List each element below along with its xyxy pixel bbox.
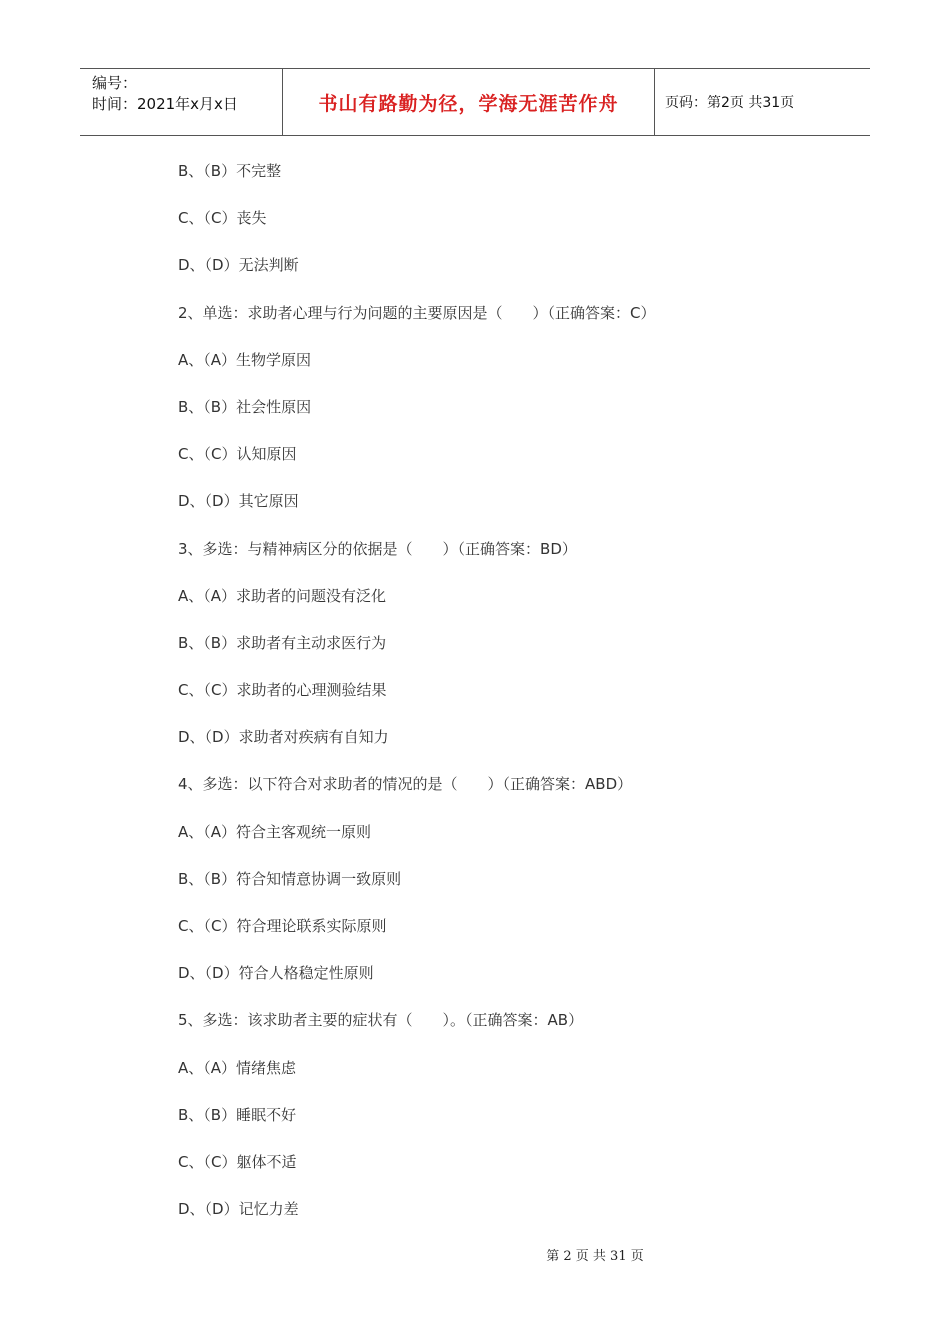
header-motto: 书山有路勤为径，学海无涯苦作舟 (282, 69, 655, 135)
option-line: C、（C）丧失 (178, 209, 267, 228)
option-line: C、（C）符合理论联系实际原则 (178, 917, 387, 935)
header-info (80, 69, 282, 135)
option-line: D、（D）记忆力差 (178, 1200, 299, 1219)
question-line: 2、单选：求助者心理与行为问题的主要原因是（ ）（正确答案：C） (178, 303, 656, 322)
question-line: 3、多选：与精神病区分的依据是（ ）（正确答案：BD） (178, 539, 577, 558)
option-line: B、（B）符合知情意协调一致原则 (178, 869, 402, 888)
option-line: C、（C）求助者的心理测验结果 (178, 681, 387, 700)
option-line: B、（B）社会性原因 (178, 397, 312, 416)
document-number-label: 编号： (92, 74, 138, 92)
option-line: D、（D）其它原因 (178, 492, 299, 511)
question-line: 5、多选：该求助者主要的症状有（ ）。（正确答案：AB） (178, 1011, 584, 1030)
page-header (80, 68, 870, 136)
question-list (178, 158, 818, 1243)
option-line: A、（A）情绪焦虑 (178, 1058, 297, 1077)
option-line: A、（A）符合主客观统一原则 (178, 822, 372, 841)
option-line: D、（D）符合人格稳定性原则 (178, 964, 374, 983)
page-footer: 第 2 页 共 31 页 (546, 1249, 644, 1264)
option-line: C、（C）躯体不适 (178, 1152, 297, 1171)
option-line: B、（B）求助者有主动求医行为 (178, 633, 387, 652)
header-page-number: 页码：第2页 共31页 (665, 95, 795, 111)
option-line: D、（D）求助者对疾病有自知力 (178, 728, 389, 747)
option-line: D、（D）无法判断 (178, 256, 299, 275)
option-line: B、（B）不完整 (178, 162, 282, 180)
option-line: B、（B）睡眠不好 (178, 1105, 297, 1124)
option-line: A、（A）求助者的问题没有泛化 (178, 586, 387, 605)
document-date: 时间：2021年x月x日 (92, 95, 238, 113)
question-line: 4、多选：以下符合对求助者的情况的是（ ）（正确答案：ABD） (178, 775, 633, 794)
option-line: C、（C）认知原因 (178, 445, 297, 464)
option-line: A、（A）生物学原因 (178, 350, 312, 369)
